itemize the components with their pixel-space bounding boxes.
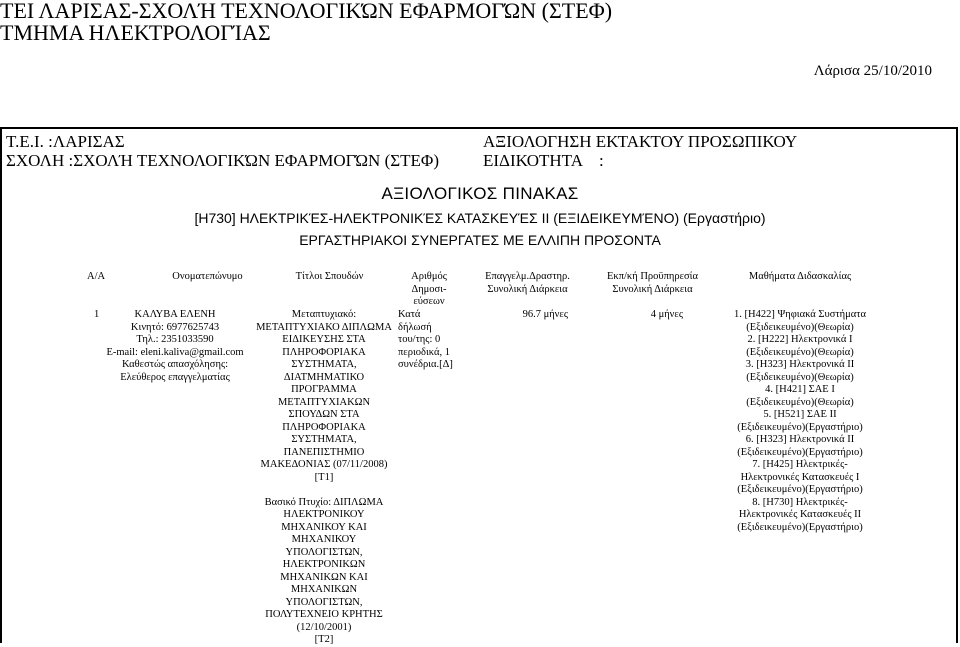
title-line: ΗΛΕΚΤΡΟΝΙΚΩΝ xyxy=(282,559,366,570)
publication-line: Κατά xyxy=(398,309,421,320)
publication-line: περιοδικά, 1 xyxy=(398,346,450,358)
row-professional-duration: 96.7 μήνες xyxy=(522,309,568,320)
header-titles: Τίτλοι Σπουδών xyxy=(295,271,364,282)
name-line: Ελεύθερος επαγγελματίας xyxy=(120,371,230,383)
name-line: Καθεστώς απασχόλησης: xyxy=(121,359,229,370)
row-teaching-duration: 4 μήνες xyxy=(650,309,683,320)
row-publications-cell xyxy=(398,309,473,372)
title-line: [Τ1] xyxy=(314,471,334,483)
header-aa: Α/Α xyxy=(87,271,106,282)
box-school-line: ΣΧΟΛΗ :ΣΧΟΛΉ ΤΕΧΝΟΛΟΓΙΚΏΝ ΕΦΑΡΜΟΓΏΝ (ΣΤΕΦ) xyxy=(6,151,439,170)
title-line: ΣΥΣΤΗΜΑΤΑ, xyxy=(291,359,357,370)
title-line: ΗΛΕΚΤΡΟΝΙΚΟΥ xyxy=(283,509,365,520)
course-line: 3. [Η323] Ηλεκτρονικά ΙΙ xyxy=(745,359,855,370)
publication-line: συνέδρια.[Δ] xyxy=(398,359,453,370)
course-subtitle: [Η730] ΗΛΕΚΤΡΙΚΈΣ-ΗΛΕΚΤΡΟΝΙΚΈΣ ΚΑΤΑΣΚΕΥΈΣ ΙΙ (ΕΞΙΔΕΙΚΕΥΜΈΝΟ) (Εργαστήριο) xyxy=(194,210,766,226)
row-courses-cell xyxy=(720,309,880,534)
title-line: Βασικό Πτυχίο: ΔΙΠΛΩΜΑ xyxy=(264,496,384,508)
header-teaching-line: Εκπ/κή Προϋπηρεσία xyxy=(606,271,699,282)
header-professional-line: Επαγγελμ.Δραστηρ. xyxy=(485,271,570,282)
course-line: Ηλεκτρονικές Κατασκευές Ι xyxy=(740,471,860,483)
title-line: ΥΠΟΛΟΓΙΣΤΩΝ, xyxy=(285,596,363,608)
course-line: (Εξιδεικευμένο)(Θεωρία) xyxy=(746,396,854,408)
box-institution-line: Τ.Ε.Ι. :ΛΑΡΙΣΑΣ xyxy=(6,132,125,151)
header-name: Ονοματεπώνυμο xyxy=(172,271,243,282)
title-line xyxy=(250,484,398,497)
title-line: ΜΕΤΑΠΤΥΧΙΑΚΩΝ xyxy=(277,396,371,408)
row-titles-cell xyxy=(250,309,398,647)
course-line: 5. [Η521] ΣΑΕ ΙΙ xyxy=(763,409,837,420)
course-line: (Εξιδεικευμένο)(Εργαστήριο) xyxy=(737,446,863,458)
header-teaching xyxy=(590,271,715,296)
name-line: Τηλ.: 2351033590 xyxy=(136,334,214,345)
document-date: Λάρισα 25/10/2010 xyxy=(813,63,932,79)
box-evaluation-line: ΑΞΙΟΛΟΓΗΣΗ ΕΚΤΑΚΤΟΥ ΠΡΟΣΩΠΙΚΟΥ xyxy=(483,132,798,151)
course-line: 6. [Η323] Ηλεκτρονικά ΙΙ xyxy=(745,434,855,445)
header-professional-line: Συνολική Διάρκεια xyxy=(487,283,568,295)
institution-title: ΤΕΙ ΛΑΡΙΣΑΣ-ΣΧΟΛΉ ΤΕΧΝΟΛΟΓΙΚΏΝ ΕΦΑΡΜΟΓΏΝ (ΣΤΕΦ) xyxy=(0,0,613,23)
title-line: [Τ2] xyxy=(314,634,334,645)
course-line: (Εξιδεικευμένο)(Εργαστήριο) xyxy=(737,521,863,533)
course-line: (Εξιδεικευμένο)(Θεωρία) xyxy=(746,346,854,358)
title-line: ΠΟΛΥΤΕΧΝΕΙΟ ΚΡΗΤΗΣ xyxy=(265,609,383,620)
category-subtitle: ΕΡΓΑΣΤΗΡΙΑΚΟΙ ΣΥΝΕΡΓΑΤΕΣ ΜΕ ΕΛΛΙΠΗ ΠΡΟΣΟΝΤΑ xyxy=(299,232,661,248)
title-line: ΠΑΝΕΠΙΣΤΗΜΙΟ xyxy=(283,446,365,458)
title-line: Μεταπτυχιακό: xyxy=(291,309,357,320)
course-line: (Εξιδεικευμένο)(Εργαστήριο) xyxy=(737,484,863,495)
header-professional xyxy=(470,271,585,296)
title-line: ΔΙΑΤΜΗΜΑΤΙΚΟ xyxy=(283,371,365,383)
name-line: ΚΑΛΥΒΑ ΕΛΕΝΗ xyxy=(134,309,216,320)
row-aa: 1 xyxy=(94,309,100,320)
title-line: ΠΡΟΓΡΑΜΜΑ xyxy=(291,384,357,395)
name-line: E-mail: eleni.kaliva@gmail.com xyxy=(106,346,244,358)
name-line: Κινητό: 6977625743 xyxy=(130,321,220,333)
department-title: ΤΜΗΜΑ ΗΛΕΚΤΡΟΛΟΓΊΑΣ xyxy=(0,20,271,45)
box-specialty-line: ΕΙΔΙΚΟΤΗΤΑ : xyxy=(483,151,604,170)
title-line: ΠΛΗΡΟΦΟΡΙΑΚΑ xyxy=(282,346,366,358)
title-line: (12/10/2001) xyxy=(296,621,352,633)
title-line: ΜΑΚΕΔΟΝΙΑΣ (07/11/2008) xyxy=(260,459,388,470)
title-line: ΜΕΤΑΠΤΥΧΙΑΚΟ ΔΙΠΛΩΜΑ xyxy=(256,321,392,333)
title-line: ΣΠΟΥΔΩΝ ΣΤΑ xyxy=(288,409,360,420)
publication-line: του/της: 0 xyxy=(398,334,441,345)
header-publications-line: Δημοσι- xyxy=(411,283,447,295)
course-line: 7. [Η425] Ηλεκτρικές- xyxy=(752,459,848,470)
title-line: ΜΗΧΑΝΙΚΟΥ xyxy=(291,534,357,545)
publication-line: δήλωσή xyxy=(398,321,432,333)
course-line: Ηλεκτρονικές Κατασκευές ΙΙ xyxy=(738,509,862,520)
title-line: ΜΗΧΑΝΙΚΩΝ ΚΑΙ xyxy=(280,571,368,583)
row-name-cell xyxy=(100,309,250,384)
course-line: (Εξιδεικευμένο)(Θεωρία) xyxy=(746,321,854,333)
course-line: (Εξιδεικευμένο)(Θεωρία) xyxy=(746,371,854,383)
course-line: 8. [Η730] Ηλεκτρικές- xyxy=(752,496,848,508)
title-line: ΠΛΗΡΟΦΟΡΙΑΚΑ xyxy=(282,421,366,433)
header-courses: Μαθήματα Διδασκαλίας xyxy=(748,271,852,282)
header-teaching-line: Συνολική Διάρκεια xyxy=(612,283,693,295)
course-line: 4. [Η421] ΣΑΕ Ι xyxy=(765,384,835,395)
course-line: 2. [Η222] Ηλεκτρονικά Ι xyxy=(747,334,853,345)
title-line: ΜΗΧΑΝΙΚΩΝ xyxy=(290,584,358,595)
course-line: (Εξιδεικευμένο)(Εργαστήριο) xyxy=(737,421,863,433)
title-line: ΣΥΣΤΗΜΑΤΑ, xyxy=(291,434,357,445)
header-publications-line: Αριθμός xyxy=(411,271,447,282)
title-line: ΕΙΔΙΚΕΥΣΗΣ ΣΤΑ xyxy=(282,334,366,345)
title-line: ΥΠΟΛΟΓΙΣΤΩΝ, xyxy=(285,546,363,558)
table-title: ΑΞΙΟΛΟΓΙΚΟΣ ΠΙΝΑΚΑΣ xyxy=(381,184,579,203)
title-line: ΜΗΧΑΝΙΚΟΥ ΚΑΙ xyxy=(281,521,367,533)
header-publications-line: εύσεων xyxy=(413,296,445,307)
header-publications xyxy=(394,271,464,309)
course-line: 1. [Η422] Ψηφιακά Συστήματα xyxy=(734,309,866,320)
